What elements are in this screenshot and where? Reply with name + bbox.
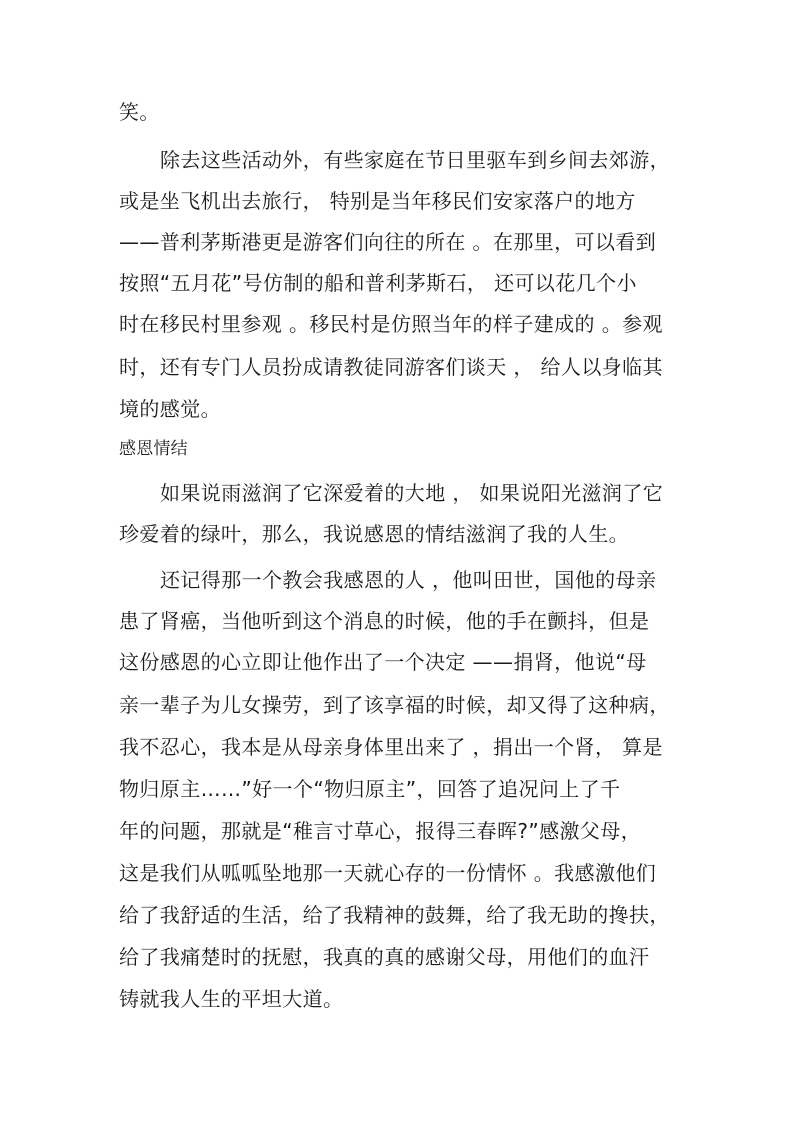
text-line: 按照“五月花”号仿制的船和普利茅斯石， 还可以花几个小 [119,271,637,295]
text-line: 笑。 [119,100,160,124]
text-line: 给了我舒适的生活，给了我精神的鼓舞，给了我无助的搀扶， [119,903,670,927]
text-line: 珍爱着的绿叶，那么，我说感恩的情结滋润了我的人生。 [119,522,629,546]
section-title: 感恩情结 [119,439,188,459]
text-line: 时在移民村里参观 。移民村是仿照当年的样子建成的 。参观 [119,312,663,336]
text-line: ——普利茅斯港更是游客们向往的所在 。在那里，可以看到 [119,230,657,254]
text-line: 患了肾癌，当他听到这个消息的时候，他的手在颤抖，但是 [119,609,650,633]
text-line: 时，还有专门人员扮成请教徒同游客们谈天 ， 给人以身临其 [119,355,663,379]
text-line: 这是我们从呱呱坠地那一天就心存的一份情怀 。我感激他们 [119,861,657,885]
text-line: 铸就我人生的平坦大道。 [119,987,344,1011]
text-line: 给了我痛楚时的抚慰，我真的真的感谢父母，用他们的血汗 [119,945,650,969]
text-line: 我不忍心，我本是从母亲身体里出来了 ，捐出一个肾， 算是 [119,735,663,759]
text-line: 境的感觉。 [119,397,221,421]
text-line: 年的问题，那就是“稚言寸草心，报得三春晖?”感激父母， [119,819,642,843]
text-line: 或是坐飞机出去旅行， 特别是当年移民们安家落户的地方 [119,189,636,213]
text-line: 物归原主……”好一个“物归原主”，回答了追况问上了千 [119,777,621,801]
paragraph-first-line: 除去这些活动外，有些家庭在节日里驱车到乡间去郊游， [160,148,670,172]
paragraph-first-line: 如果说雨滋润了它深爱着的大地 ， 如果说阳光滋润了它 [160,481,664,505]
text-line: 这份感恩的心立即让他作出了一个决定 ——捐肾，他说“母 [119,650,647,674]
text-line: 亲一辈子为儿女操劳，到了该享福的时候，却又得了这种病， [119,693,670,717]
paragraph-first-line: 还记得那一个教会我感恩的人 ，他叫田世，国他的母亲 [160,568,657,592]
